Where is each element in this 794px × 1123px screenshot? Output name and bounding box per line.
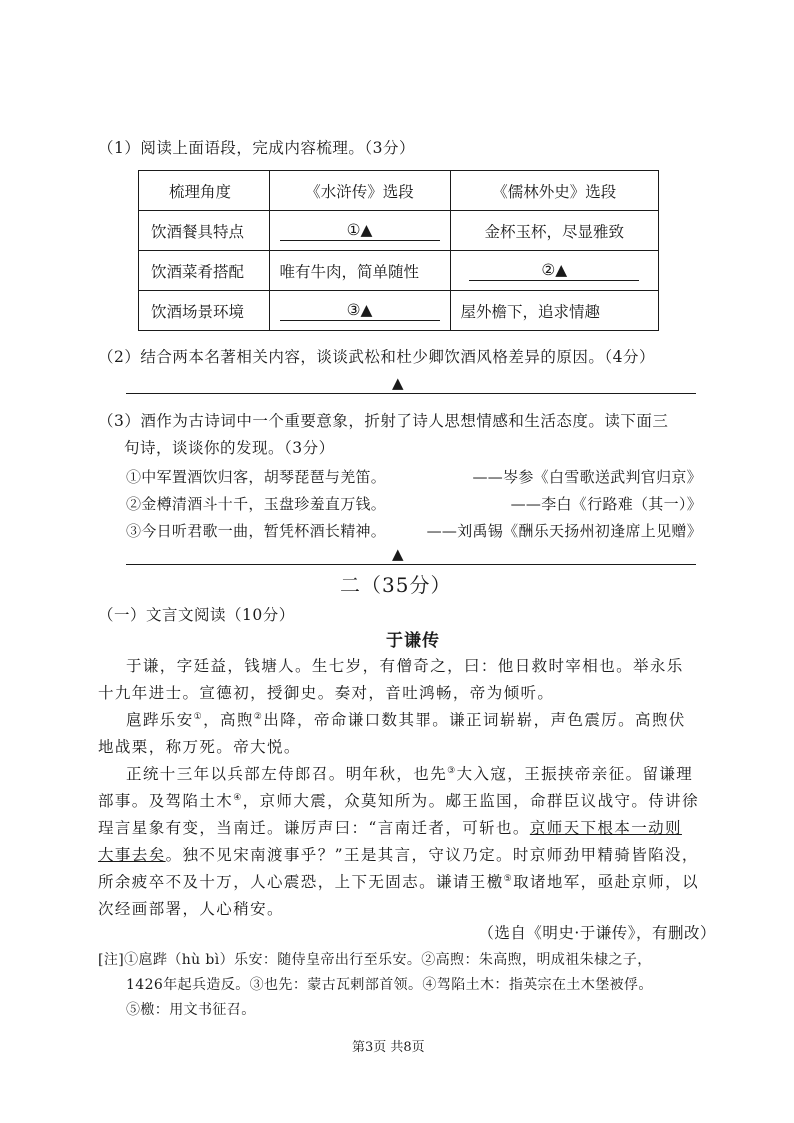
note-line: [注]①扈跸（hù bì）乐安：随侍皇帝出行至乐安。②高煦：朱高煦，明成祖朱棣之子， bbox=[98, 952, 652, 968]
answer-triangle-icon: ▲ bbox=[392, 545, 404, 563]
question-3: （3）酒作为古诗词中一个重要意象，折射了诗人思想情感和生活态度。读下面三 bbox=[98, 412, 669, 430]
poem-3: ③今日听君歌一曲，暂凭杯酒长精神。 bbox=[126, 522, 387, 540]
footnote-ref: ③ bbox=[447, 765, 457, 776]
question-3-cont: 句诗，谈谈你的发现。（3分） bbox=[124, 439, 335, 457]
blank-2[interactable]: ②▲ bbox=[469, 260, 639, 281]
passage-line: 珵言星象有变，当南迁。谦厉声曰：“言南迁者，可斩也。京师天下根本一动则 bbox=[98, 819, 682, 837]
underlined-sentence: 京师天下根本一动则 bbox=[529, 819, 682, 837]
answer-line-2[interactable] bbox=[126, 393, 696, 394]
header-shuihu: 《水浒传》选段 bbox=[269, 171, 450, 211]
answer-line-3[interactable] bbox=[126, 564, 696, 565]
table-row bbox=[139, 291, 659, 331]
poem-2-source: ——李白《行路难（其一）》 bbox=[510, 495, 702, 513]
row-label: 饮酒场景环境 bbox=[139, 291, 270, 331]
passage-line: 地战栗，称万死。帝大悦。 bbox=[98, 738, 301, 756]
poem-1-source: ——岑参《白雪歌送武判官归京》 bbox=[472, 468, 702, 486]
passage-source: （选自《明史·于谦传》，有删改） bbox=[478, 924, 716, 942]
table-cell: 金杯玉杯，尽显雅致 bbox=[450, 211, 658, 251]
blank-1[interactable]: ①▲ bbox=[280, 220, 440, 241]
table-cell: 唯有牛肉，简单随性 bbox=[269, 251, 450, 291]
note-line: 1426年起兵造反。③也先：蒙古瓦剌部首领。④驾陷土木：指英宗在土木堡被俘。 bbox=[126, 977, 653, 993]
page-footer: 第3页 共8页 bbox=[352, 1040, 425, 1055]
passage-line: 十九年进士。宣德初，授御史。奏对，音吐鸿畅，帝为倾听。 bbox=[98, 684, 555, 702]
passage-line: 扈跸乐安①，高煦②出降，帝命谦口数其罪。谦正词崭崭，声色震厉。高煦伏 bbox=[126, 711, 686, 729]
section-heading: 二（35分） bbox=[340, 573, 452, 597]
passage-line: 次经画部署，人心稍安。 bbox=[98, 900, 284, 918]
table-cell: 屋外檐下，追求情趣 bbox=[450, 291, 658, 331]
header-angle: 梳理角度 bbox=[139, 171, 270, 211]
subsection-heading: （一）文言文阅读（10分） bbox=[98, 606, 295, 624]
footnote-ref: ② bbox=[253, 711, 264, 722]
row-label: 饮酒餐具特点 bbox=[139, 211, 270, 251]
table-header-row bbox=[139, 171, 659, 211]
table-row bbox=[139, 251, 659, 291]
passage-line: 所余疲卒不及十万，人心震恐，上下无固志。谦请王檄⑤取诸地军，亟赴京师，以 bbox=[98, 873, 699, 891]
table-row bbox=[139, 211, 659, 251]
question-1: （1）阅读上面语段，完成内容梳理。（3分） bbox=[98, 139, 415, 157]
footnote-ref: ① bbox=[193, 711, 204, 722]
passage-line: 正统十三年以兵部左侍郎召。明年秋，也先③大入寇，王振挟帝亲征。留谦理 bbox=[126, 765, 694, 783]
summary-table bbox=[138, 170, 659, 331]
poem-1: ①中军置酒饮归客，胡琴琵琶与羌笛。 bbox=[126, 468, 387, 486]
note-line: ⑤檄：用文书征召。 bbox=[126, 1002, 256, 1018]
answer-triangle-icon: ▲ bbox=[392, 374, 404, 392]
underlined-sentence: 大事去矣 bbox=[98, 846, 166, 864]
header-rulin: 《儒林外史》选段 bbox=[450, 171, 658, 211]
row-label: 饮酒菜肴搭配 bbox=[139, 251, 270, 291]
passage-line: 部事。及驾陷土木④，京师大震，众莫知所为。郕王监国，命群臣议战守。侍讲徐 bbox=[98, 792, 699, 810]
blank-3[interactable]: ③▲ bbox=[280, 300, 440, 321]
question-2: （2）结合两本名著相关内容，谈谈武松和杜少卿饮酒风格差异的原因。（4分） bbox=[98, 348, 655, 366]
passage-line: 于谦，字廷益，钱塘人。生七岁，有僧奇之，曰：他日救时宰相也。举永乐 bbox=[126, 657, 684, 675]
passage-line: 大事去矣。独不见宋南渡事乎？”王是其言，守议乃定。时京师劲甲精骑皆陷没， bbox=[98, 846, 699, 864]
footnote-ref: ④ bbox=[233, 792, 243, 803]
footnote-ref: ⑤ bbox=[503, 873, 514, 884]
poem-3-source: ——刘禹锡《酬乐天扬州初逢席上见赠》 bbox=[426, 522, 702, 540]
poem-2: ②金樽清酒斗十千，玉盘珍羞直万钱。 bbox=[126, 495, 387, 513]
passage-title: 于谦传 bbox=[386, 631, 440, 651]
